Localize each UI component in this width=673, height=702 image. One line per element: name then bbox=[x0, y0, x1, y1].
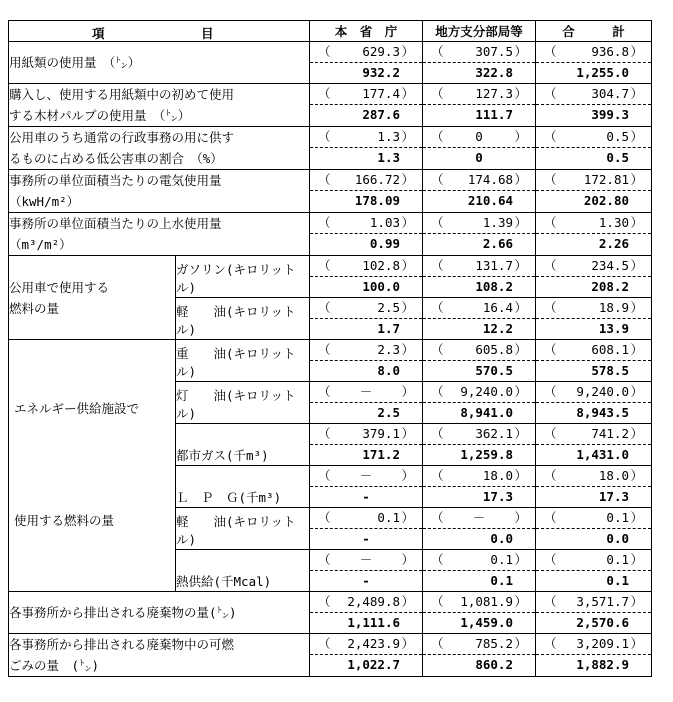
header-row bbox=[9, 21, 652, 42]
curr-value: 1.7 bbox=[377, 321, 400, 336]
paren-open: （ bbox=[431, 44, 444, 59]
paren-close: ） bbox=[514, 636, 527, 651]
curr-value: 2.5 bbox=[377, 405, 400, 420]
paren-close: ） bbox=[514, 468, 527, 483]
prev-value: 1.3 bbox=[377, 129, 400, 144]
paren-close: ） bbox=[630, 172, 643, 187]
curr-value: 860.2 bbox=[475, 657, 513, 672]
header-total: 合 計 bbox=[536, 21, 652, 42]
paren-open: （ bbox=[544, 172, 557, 187]
prev-value: 18.0 bbox=[482, 468, 513, 483]
cell-total bbox=[536, 84, 652, 127]
row-label-line: 事務所の単位面積当たりの上水使用量 bbox=[9, 216, 222, 231]
paren-close: ） bbox=[514, 342, 527, 357]
table-row bbox=[9, 42, 652, 84]
prev-value: 629.3 bbox=[362, 44, 400, 59]
curr-value: 171.2 bbox=[362, 447, 400, 462]
cell-chiho bbox=[423, 84, 536, 127]
cell-total bbox=[536, 466, 652, 508]
prev-value: 9,240.0 bbox=[576, 384, 629, 399]
curr-value: 210.64 bbox=[467, 193, 513, 208]
curr-value: 111.7 bbox=[475, 107, 513, 122]
paren-close: ） bbox=[401, 86, 414, 101]
paren-close: ） bbox=[514, 44, 527, 59]
row-label bbox=[9, 213, 310, 256]
cell-honsho bbox=[310, 84, 423, 127]
row-label bbox=[9, 592, 310, 634]
paren-close: ） bbox=[630, 510, 643, 525]
row-label-line: （kwH/m²） bbox=[9, 194, 80, 209]
paren-open: （ bbox=[544, 384, 557, 399]
paren-open: （ bbox=[431, 86, 444, 101]
prev-value: 172.81 bbox=[583, 172, 629, 187]
paren-close: ） bbox=[514, 86, 527, 101]
cell-chiho bbox=[423, 592, 536, 634]
paren-close: ） bbox=[401, 258, 414, 273]
cell-honsho bbox=[310, 508, 423, 550]
prev-value: 18.0 bbox=[598, 468, 629, 483]
row-label bbox=[9, 84, 310, 127]
paren-close: ） bbox=[514, 215, 527, 230]
row-label-line: （m³/m²） bbox=[9, 237, 72, 252]
row-label-line: する木材パルプの使用量 （㌧） bbox=[9, 108, 191, 123]
sub-label: 熱供給(千Mcal) bbox=[176, 550, 310, 592]
curr-value: 17.3 bbox=[482, 489, 513, 504]
prev-value: 379.1 bbox=[362, 426, 400, 441]
curr-value: 399.3 bbox=[591, 107, 629, 122]
prev-value: 9,240.0 bbox=[460, 384, 513, 399]
prev-value: 1,081.9 bbox=[460, 594, 513, 609]
curr-value: 1,882.9 bbox=[576, 657, 629, 672]
prev-value: 741.2 bbox=[591, 426, 629, 441]
cell-honsho bbox=[310, 382, 423, 424]
curr-value: 0.1 bbox=[490, 573, 513, 588]
paren-open: （ bbox=[431, 215, 444, 230]
prev-value: － bbox=[472, 510, 486, 525]
curr-value: 0.5 bbox=[606, 150, 629, 165]
curr-value: 1,111.6 bbox=[347, 615, 400, 630]
paren-close: ） bbox=[630, 300, 643, 315]
row-label bbox=[9, 42, 310, 84]
curr-value: 178.09 bbox=[354, 193, 400, 208]
sub-label: 軽 油(キロリットル) bbox=[176, 298, 310, 340]
paren-open: （ bbox=[318, 468, 331, 483]
statistics-table bbox=[8, 20, 652, 677]
cell-honsho bbox=[310, 592, 423, 634]
curr-value: 2.26 bbox=[598, 236, 629, 251]
cell-total bbox=[536, 170, 652, 213]
prev-value: 936.8 bbox=[591, 44, 629, 59]
row-label-line: 公用車のうち通常の行政事務の用に供す bbox=[9, 130, 235, 145]
prev-value: 174.68 bbox=[467, 172, 513, 187]
curr-value: 100.0 bbox=[362, 279, 400, 294]
paren-open: （ bbox=[431, 636, 444, 651]
curr-value: 8,943.5 bbox=[576, 405, 629, 420]
cell-chiho bbox=[423, 424, 536, 466]
curr-value: 1,459.0 bbox=[460, 615, 513, 630]
paren-close: ） bbox=[630, 426, 643, 441]
paren-close: ） bbox=[401, 215, 414, 230]
prev-value: 304.7 bbox=[591, 86, 629, 101]
curr-value: 570.5 bbox=[475, 363, 513, 378]
prev-value: 102.8 bbox=[362, 258, 400, 273]
prev-value: 3,209.1 bbox=[576, 636, 629, 651]
cell-chiho bbox=[423, 508, 536, 550]
paren-close: ） bbox=[630, 44, 643, 59]
cell-total bbox=[536, 127, 652, 170]
paren-open: （ bbox=[318, 594, 331, 609]
paren-close: ） bbox=[401, 300, 414, 315]
cell-honsho bbox=[310, 213, 423, 256]
row-label-line: ごみの量 (㌧) bbox=[9, 658, 100, 673]
cell-total bbox=[536, 592, 652, 634]
cell-total bbox=[536, 42, 652, 84]
paren-close: ） bbox=[630, 342, 643, 357]
cell-total bbox=[536, 298, 652, 340]
curr-value: - bbox=[362, 489, 370, 504]
prev-value: 2,489.8 bbox=[347, 594, 400, 609]
cell-total bbox=[536, 256, 652, 298]
row-label bbox=[9, 170, 310, 213]
paren-close: ） bbox=[630, 384, 643, 399]
energy-label-line-1: エネルギー供給施設で bbox=[14, 401, 140, 416]
prev-value: 307.5 bbox=[475, 44, 513, 59]
prev-value: 0.1 bbox=[490, 552, 513, 567]
prev-value: 131.7 bbox=[475, 258, 513, 273]
curr-value: 2.66 bbox=[482, 236, 513, 251]
paren-open: （ bbox=[318, 552, 331, 567]
curr-value: 17.3 bbox=[598, 489, 629, 504]
header-chiho: 地方支分部局等 bbox=[423, 21, 536, 42]
curr-value: 1,431.0 bbox=[576, 447, 629, 462]
cell-chiho bbox=[423, 213, 536, 256]
cell-honsho bbox=[310, 466, 423, 508]
table-row bbox=[9, 127, 652, 170]
curr-value: 0.0 bbox=[606, 531, 629, 546]
paren-close: ） bbox=[630, 468, 643, 483]
cell-total bbox=[536, 634, 652, 677]
paren-close: ） bbox=[630, 129, 643, 144]
paren-close: ） bbox=[401, 468, 414, 483]
cell-chiho bbox=[423, 382, 536, 424]
prev-value: 0.1 bbox=[606, 552, 629, 567]
paren-open: （ bbox=[431, 129, 444, 144]
paren-close: ） bbox=[401, 129, 414, 144]
paren-open: （ bbox=[544, 215, 557, 230]
cell-total bbox=[536, 508, 652, 550]
cell-honsho bbox=[310, 127, 423, 170]
row-label-line: 購入し、使用する用紙類中の初めて使用 bbox=[9, 87, 235, 102]
header-item-2: 目 bbox=[201, 26, 214, 41]
header-item-1: 項 bbox=[92, 26, 105, 41]
curr-value: 2,570.6 bbox=[576, 615, 629, 630]
paren-open: （ bbox=[431, 300, 444, 315]
paren-close: ） bbox=[401, 342, 414, 357]
header-item bbox=[9, 21, 310, 42]
paren-close: ） bbox=[630, 636, 643, 651]
paren-open: （ bbox=[318, 44, 331, 59]
prev-value: － bbox=[359, 468, 373, 483]
curr-value: 1.3 bbox=[377, 150, 400, 165]
paren-open: （ bbox=[318, 426, 331, 441]
prev-value: 362.1 bbox=[475, 426, 513, 441]
prev-value: 0.1 bbox=[606, 510, 629, 525]
cell-honsho bbox=[310, 256, 423, 298]
paren-close: ） bbox=[630, 552, 643, 567]
cell-chiho bbox=[423, 42, 536, 84]
curr-value: 13.9 bbox=[598, 321, 629, 336]
prev-value: 1.30 bbox=[598, 215, 629, 230]
cell-chiho bbox=[423, 550, 536, 592]
paren-close: ） bbox=[630, 86, 643, 101]
curr-value: 1,022.7 bbox=[347, 657, 400, 672]
paren-open: （ bbox=[318, 86, 331, 101]
curr-value: - bbox=[362, 573, 370, 588]
curr-value: 287.6 bbox=[362, 107, 400, 122]
prev-value: 0.1 bbox=[377, 510, 400, 525]
prev-value: 0.5 bbox=[606, 129, 629, 144]
sub-label: 軽 油(キロリットル) bbox=[176, 508, 310, 550]
paren-close: ） bbox=[401, 510, 414, 525]
paren-close: ） bbox=[630, 215, 643, 230]
curr-value: 12.2 bbox=[482, 321, 513, 336]
prev-value: 608.1 bbox=[591, 342, 629, 357]
vehicle-group-label bbox=[9, 256, 176, 340]
cell-honsho bbox=[310, 634, 423, 677]
paren-open: （ bbox=[544, 44, 557, 59]
paren-open: （ bbox=[318, 129, 331, 144]
curr-value: 1,259.8 bbox=[460, 447, 513, 462]
paren-open: （ bbox=[544, 594, 557, 609]
prev-value: 2,423.9 bbox=[347, 636, 400, 651]
prev-value: 18.9 bbox=[598, 300, 629, 315]
table-row bbox=[9, 340, 652, 382]
row-label-line: 事務所の単位面積当たりの電気使用量 bbox=[9, 173, 222, 188]
cell-honsho bbox=[310, 42, 423, 84]
paren-open: （ bbox=[318, 215, 331, 230]
paren-open: （ bbox=[544, 300, 557, 315]
paren-open: （ bbox=[431, 258, 444, 273]
paren-open: （ bbox=[431, 342, 444, 357]
paren-close: ） bbox=[630, 258, 643, 273]
paren-open: （ bbox=[431, 426, 444, 441]
paren-open: （ bbox=[431, 172, 444, 187]
prev-value: 166.72 bbox=[354, 172, 400, 187]
table-row bbox=[9, 213, 652, 256]
row-label bbox=[9, 127, 310, 170]
paren-close: ） bbox=[514, 426, 527, 441]
paren-open: （ bbox=[544, 86, 557, 101]
paren-open: （ bbox=[544, 510, 557, 525]
cell-chiho bbox=[423, 256, 536, 298]
paren-open: （ bbox=[318, 510, 331, 525]
prev-value: 0 bbox=[475, 129, 483, 144]
paren-open: （ bbox=[431, 384, 444, 399]
cell-chiho bbox=[423, 170, 536, 213]
row-label-line: 公用車で使用する bbox=[9, 279, 110, 295]
paren-close: ） bbox=[514, 258, 527, 273]
paren-close: ） bbox=[401, 426, 414, 441]
prev-value: － bbox=[359, 552, 373, 567]
prev-value: － bbox=[359, 384, 373, 399]
paren-open: （ bbox=[544, 636, 557, 651]
cell-total bbox=[536, 424, 652, 466]
cell-chiho bbox=[423, 298, 536, 340]
cell-total bbox=[536, 550, 652, 592]
curr-value: 0.1 bbox=[606, 573, 629, 588]
table-row bbox=[9, 170, 652, 213]
table-row bbox=[9, 256, 652, 298]
prev-value: 177.4 bbox=[362, 86, 400, 101]
cell-chiho bbox=[423, 634, 536, 677]
paren-close: ） bbox=[401, 172, 414, 187]
sub-label: 都市ガス(千m³) bbox=[176, 424, 310, 466]
paren-open: （ bbox=[318, 636, 331, 651]
curr-value: 8.0 bbox=[377, 363, 400, 378]
paren-open: （ bbox=[431, 468, 444, 483]
prev-value: 2.5 bbox=[377, 300, 400, 315]
paren-open: （ bbox=[318, 384, 331, 399]
paren-open: （ bbox=[544, 342, 557, 357]
paren-close: ） bbox=[514, 172, 527, 187]
cell-chiho bbox=[423, 340, 536, 382]
paren-open: （ bbox=[431, 510, 444, 525]
curr-value: 108.2 bbox=[475, 279, 513, 294]
curr-value: 0.99 bbox=[369, 236, 400, 251]
prev-value: 1.03 bbox=[369, 215, 400, 230]
energy-label-line-2: 使用する燃料の量 bbox=[14, 513, 115, 528]
curr-value: 8,941.0 bbox=[460, 405, 513, 420]
curr-value: 578.5 bbox=[591, 363, 629, 378]
paren-open: （ bbox=[544, 258, 557, 273]
energy-group-label bbox=[9, 340, 176, 592]
sub-label: 重 油(キロリットル) bbox=[176, 340, 310, 382]
curr-value: - bbox=[362, 531, 370, 546]
cell-honsho bbox=[310, 170, 423, 213]
paren-open: （ bbox=[318, 172, 331, 187]
cell-honsho bbox=[310, 298, 423, 340]
table-row bbox=[9, 592, 652, 634]
paren-close: ） bbox=[514, 384, 527, 399]
paren-close: ） bbox=[401, 44, 414, 59]
row-label-line: 各事務所から排出される廃棄物中の可燃 bbox=[9, 637, 235, 652]
row-label-line: 用紙類の使用量 （㌧） bbox=[9, 55, 141, 70]
row-label bbox=[9, 634, 310, 677]
prev-value: 16.4 bbox=[482, 300, 513, 315]
curr-value: 0 bbox=[475, 150, 483, 165]
prev-value: 127.3 bbox=[475, 86, 513, 101]
row-label-line: 各事務所から排出される廃棄物の量(㌧) bbox=[9, 605, 237, 620]
paren-close: ） bbox=[630, 594, 643, 609]
curr-value: 322.8 bbox=[475, 65, 513, 80]
cell-total bbox=[536, 213, 652, 256]
paren-close: ） bbox=[401, 636, 414, 651]
paren-open: （ bbox=[431, 594, 444, 609]
prev-value: 605.8 bbox=[475, 342, 513, 357]
cell-honsho bbox=[310, 340, 423, 382]
paren-close: ） bbox=[514, 594, 527, 609]
row-label-line: 燃料の量 bbox=[9, 300, 60, 316]
paren-close: ） bbox=[401, 552, 414, 567]
paren-close: ） bbox=[401, 594, 414, 609]
curr-value: 202.80 bbox=[583, 193, 629, 208]
prev-value: 234.5 bbox=[591, 258, 629, 273]
cell-honsho bbox=[310, 550, 423, 592]
sub-label: ガソリン(キロリットル) bbox=[176, 256, 310, 298]
table-row bbox=[9, 634, 652, 677]
cell-chiho bbox=[423, 127, 536, 170]
paren-close: ） bbox=[514, 510, 527, 525]
paren-close: ） bbox=[401, 384, 414, 399]
paren-open: （ bbox=[431, 552, 444, 567]
paren-open: （ bbox=[318, 342, 331, 357]
cell-honsho bbox=[310, 424, 423, 466]
cell-total bbox=[536, 340, 652, 382]
prev-value: 3,571.7 bbox=[576, 594, 629, 609]
prev-value: 2.3 bbox=[377, 342, 400, 357]
curr-value: 0.0 bbox=[490, 531, 513, 546]
prev-value: 785.2 bbox=[475, 636, 513, 651]
header-honsho: 本 省 庁 bbox=[310, 21, 423, 42]
paren-open: （ bbox=[544, 426, 557, 441]
paren-open: （ bbox=[544, 129, 557, 144]
cell-chiho bbox=[423, 466, 536, 508]
curr-value: 208.2 bbox=[591, 279, 629, 294]
paren-close: ） bbox=[514, 552, 527, 567]
curr-value: 932.2 bbox=[362, 65, 400, 80]
paren-close: ） bbox=[514, 300, 527, 315]
paren-open: （ bbox=[544, 552, 557, 567]
paren-open: （ bbox=[318, 300, 331, 315]
row-label-line: るものに占める低公害車の割合 （%） bbox=[9, 151, 223, 166]
curr-value: 1,255.0 bbox=[576, 65, 629, 80]
sub-label: 灯 油(キロリットル) bbox=[176, 382, 310, 424]
paren-close: ） bbox=[514, 129, 527, 144]
paren-open: （ bbox=[544, 468, 557, 483]
cell-total bbox=[536, 382, 652, 424]
prev-value: 1.39 bbox=[482, 215, 513, 230]
paren-open: （ bbox=[318, 258, 331, 273]
table-row bbox=[9, 84, 652, 127]
sub-label: Ｌ Ｐ Ｇ(千m³) bbox=[176, 466, 310, 508]
